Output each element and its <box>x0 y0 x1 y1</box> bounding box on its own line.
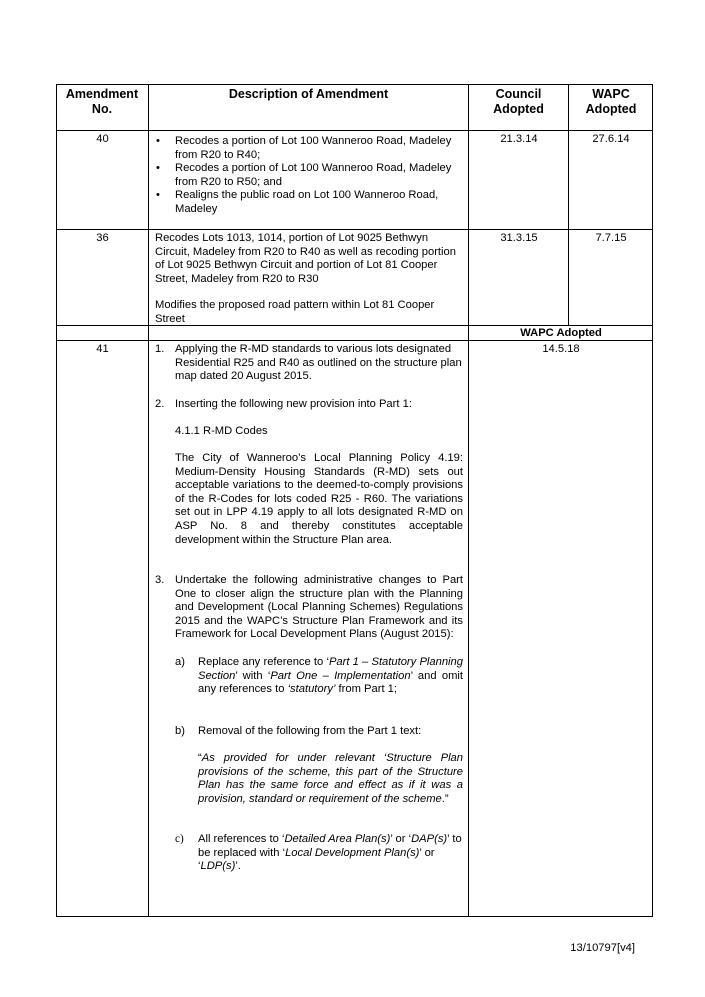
item-number: 2. <box>155 398 165 410</box>
row-36-description-2: Modifies the proposed road pattern within Lot 81 Cooper Street <box>155 299 435 325</box>
document-reference: 13/10797[v4] <box>570 942 635 954</box>
row-36-wapc-date: 7.7.15 <box>595 232 627 244</box>
row-41-subheading: 4.1.1 R-MD Codes <box>175 425 268 437</box>
rule <box>56 84 653 85</box>
rule <box>568 84 569 325</box>
rule <box>56 229 653 230</box>
row-36-council-date: 31.3.15 <box>500 232 538 244</box>
wapc-adopted-subheader: WAPC Adopted <box>520 327 602 339</box>
row-41-wapc-date: 14.5.18 <box>542 343 580 355</box>
header-amendment-no: Amendment No. <box>65 87 139 116</box>
sub-item-label: b) <box>175 725 185 737</box>
row-41-number: 41 <box>96 343 109 355</box>
rule <box>56 130 653 131</box>
row-41-policy-paragraph: The City of Wanneroo’s Local Planning Policy 4.19: Medium-Density Housing Standards (R-MD) sets out acceptable variations to the deemed-to-comply provisions of the R-Codes for lots coded R25 - R60. The variations set out in LPP 4.19 apply to all lots designated R-MD on ASP No. 8 and thereby constitutes acceptable development within the Structure Plan area. <box>175 452 463 546</box>
row-36-description-1: Recodes Lots 1013, 1014, portion of Lot 9025 Bethwyn Circuit, Madeley from R20 to R40 as well as recoding portion of Lot 9025 Bethwyn Circuit and portion of Lot 81 Cooper Street, Madeley from R20 to R30 <box>155 232 456 285</box>
sub-item-label: a) <box>175 656 185 668</box>
item-number: 3. <box>155 574 165 586</box>
row-40-wapc-date: 27.6.14 <box>592 133 630 145</box>
list-item: • Recodes a portion of Lot 100 Wanneroo Road, Madeley from R20 to R40; <box>155 135 461 162</box>
rule <box>56 84 57 917</box>
list-item: • Recodes a portion of Lot 100 Wanneroo Road, Madeley from R20 to R50; and <box>155 162 461 189</box>
row-41-item-1: Applying the R-MD standards to various lots designated Residential R25 and R40 as outlined on the structure plan map dated 20 August 2015. <box>175 343 462 383</box>
row-41-item-3a: Replace any reference to ‘Part 1 – Statutory Planning Section’ with ‘Part One – Implementation’ and omit any references to ‘statutory’ from Part 1; <box>198 656 463 696</box>
row-41-item-3c: All references to ‘Detailed Area Plan(s)’ or ‘DAP(s)’ to be replaced with ‘Local Development Plan(s)’ or ‘LDP(s)’. <box>198 833 462 873</box>
rule <box>148 84 149 917</box>
row-41-quote: “As provided for under relevant ‘Structure Plan provisions of the scheme, this part of the Structure Plan has the same force and effect as if it was a provision, standard or requirement of the scheme.” <box>198 752 463 805</box>
header-description: Description of Amendment <box>228 87 389 101</box>
list-item: • Realigns the public road on Lot 100 Wanneroo Road, Madeley <box>155 189 461 216</box>
row-40-council-date: 21.3.14 <box>500 133 538 145</box>
header-wapc-adopted: WAPC Adopted <box>585 87 637 116</box>
rule <box>56 916 653 917</box>
row-40-number: 40 <box>96 133 109 145</box>
item-number: 1. <box>155 343 165 355</box>
rule <box>652 84 653 917</box>
row-36-number: 36 <box>96 232 109 244</box>
sub-item-label: c) <box>175 833 184 845</box>
header-council-adopted: Council Adopted <box>493 87 544 116</box>
row-41-item-3b: Removal of the following from the Part 1 text: <box>198 725 422 737</box>
amendments-table <box>56 84 653 917</box>
row-41-item-2: Inserting the following new provision into Part 1: <box>175 398 412 410</box>
row-40-bullets <box>155 135 461 217</box>
rule <box>468 84 469 917</box>
row-41-item-3: Undertake the following administrative changes to Part One to closer align the structure plan with the Planning and Development (Local Planning Schemes) Regulations 2015 and the WAPC’s Structure Plan Framework and its Framework for Local Development Plans (August 2015): <box>175 574 463 641</box>
